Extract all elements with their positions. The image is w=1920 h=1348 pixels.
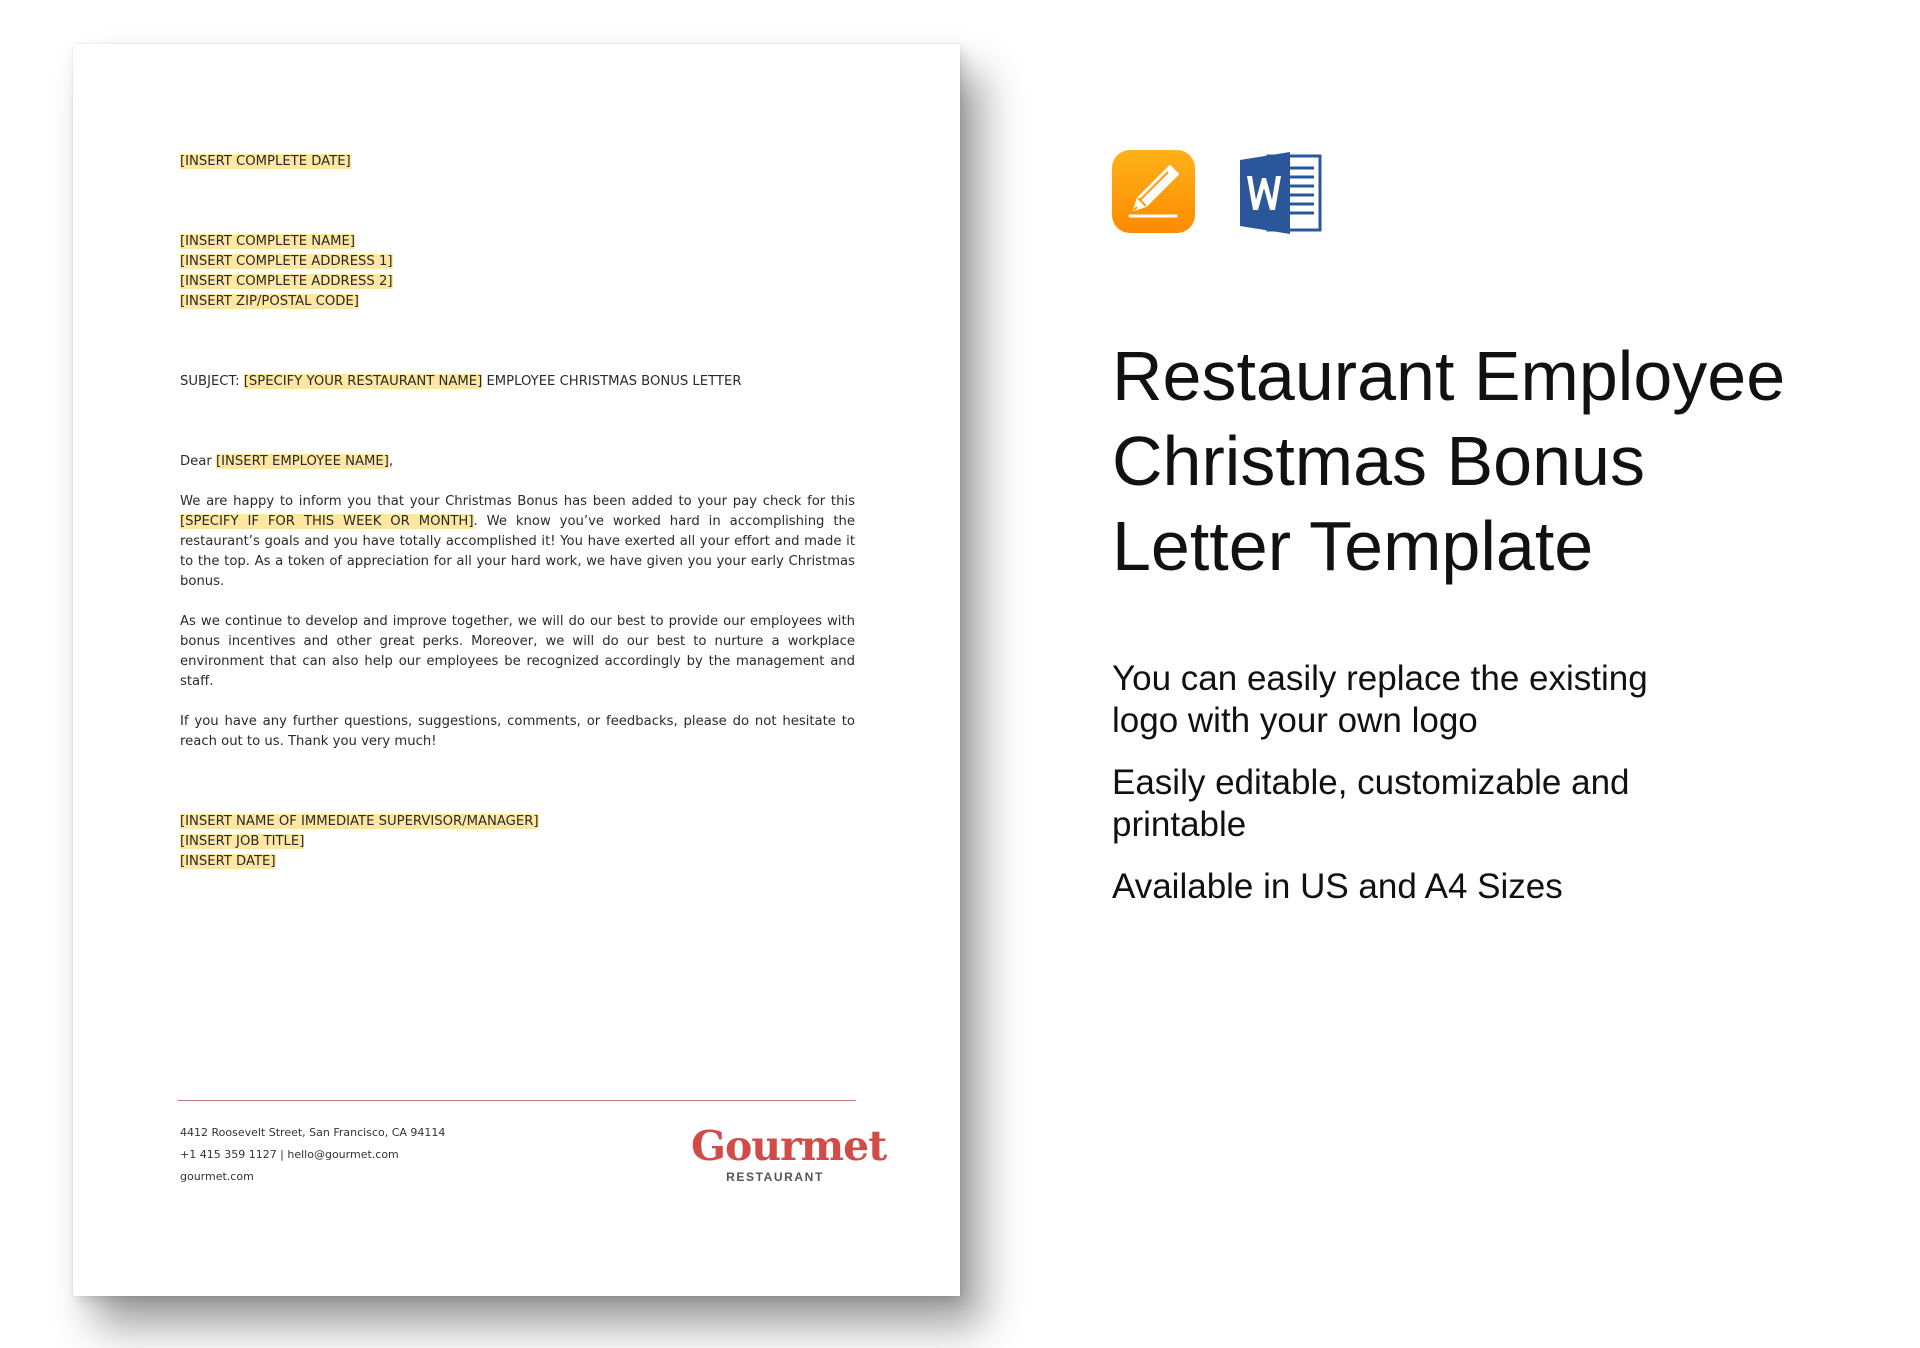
subject-suffix: EMPLOYEE CHRISTMAS BONUS LETTER (482, 374, 742, 389)
greeting-suffix: , (388, 454, 394, 469)
pen-icon (1112, 150, 1195, 233)
pages-app-icon (1112, 150, 1195, 233)
signature-block (180, 812, 855, 872)
greeting-placeholder: [INSERT EMPLOYEE NAME] (215, 454, 389, 469)
footer-address: 4412 Roosevelt Street, San Francisco, CA 94114 (180, 1126, 446, 1139)
subject-line (180, 372, 855, 392)
letter-page (73, 44, 960, 1296)
recipient-line (180, 272, 855, 292)
recipient-line (180, 252, 855, 272)
signature-name: [INSERT NAME OF IMMEDIATE SUPERVISOR/MANAGER] (180, 814, 539, 829)
date-line (180, 152, 855, 172)
gourmet-logo (691, 1122, 887, 1194)
footer-divider (178, 1100, 856, 1101)
feature-item: Available in US and A4 Sizes (1112, 867, 1563, 906)
paragraph-1 (180, 492, 855, 592)
footer-contact (180, 1122, 445, 1188)
paragraph-1-text-a: We are happy to inform you that your Christmas Bonus has been added to your pay check for this (180, 494, 855, 509)
letter-body (180, 152, 855, 872)
recipient-line (180, 232, 855, 252)
recipient-name: [INSERT COMPLETE NAME] (180, 234, 355, 249)
recipient-zip: [INSERT ZIP/POSTAL CODE] (180, 294, 359, 309)
paragraph-1-placeholder: [SPECIFY IF FOR THIS WEEK OR MONTH] (180, 514, 474, 529)
subject-placeholder: [SPECIFY YOUR RESTAURANT NAME] (243, 374, 483, 389)
feature-item: You can easily replace the existing logo with your own logo (1112, 659, 1648, 740)
word-app-icon (1238, 150, 1324, 236)
feature-list (1112, 658, 1672, 928)
greeting-prefix: Dear (180, 454, 216, 469)
signature-line (180, 812, 855, 832)
greeting-line (180, 452, 855, 472)
word-document-icon (1238, 150, 1324, 236)
paragraph-3: If you have any further questions, suggestions, comments, or feedbacks, please do not hesitate to reach out to us. Thank you very much! (180, 714, 855, 749)
recipient-block (180, 232, 855, 312)
paragraph-1-text-b: . We know you’ve worked hard in accomplishing the restaurant’s goals and you have totally accomplished it! You have exerted all your effort and made it to the top. As a token of appreciation for all your hard work, we have given you your early Christmas bonus. (180, 514, 855, 589)
logo-wordmark: Gourmet (691, 1122, 887, 1170)
subject-prefix: SUBJECT: (180, 374, 244, 389)
paragraph-2: As we continue to develop and improve together, we will do our best to provide our employees with bonus incentives and other great perks. Moreover, we will do our best to nurture a workplace environment that can also help our employees be recognized accordingly by the management and staff. (180, 614, 855, 689)
signature-date: [INSERT DATE] (180, 854, 276, 869)
recipient-address-2: [INSERT COMPLETE ADDRESS 2] (180, 274, 393, 289)
recipient-address-1: [INSERT COMPLETE ADDRESS 1] (180, 254, 393, 269)
signature-line (180, 852, 855, 872)
footer-website: gourmet.com (180, 1170, 254, 1183)
date-placeholder: [INSERT COMPLETE DATE] (180, 154, 351, 169)
logo-subtitle: RESTAURANT (726, 1170, 824, 1184)
feature-item: Easily editable, customizable and printable (1112, 763, 1630, 844)
title-line: Restaurant Employee (1112, 337, 1786, 415)
product-title (1112, 334, 1872, 589)
footer-phone-email: +1 415 359 1127 | hello@gourmet.com (180, 1148, 399, 1161)
title-line: Christmas Bonus (1112, 422, 1645, 500)
title-line: Letter Template (1112, 507, 1594, 585)
signature-line (180, 832, 855, 852)
signature-job-title: [INSERT JOB TITLE] (180, 834, 305, 849)
recipient-line (180, 292, 855, 312)
